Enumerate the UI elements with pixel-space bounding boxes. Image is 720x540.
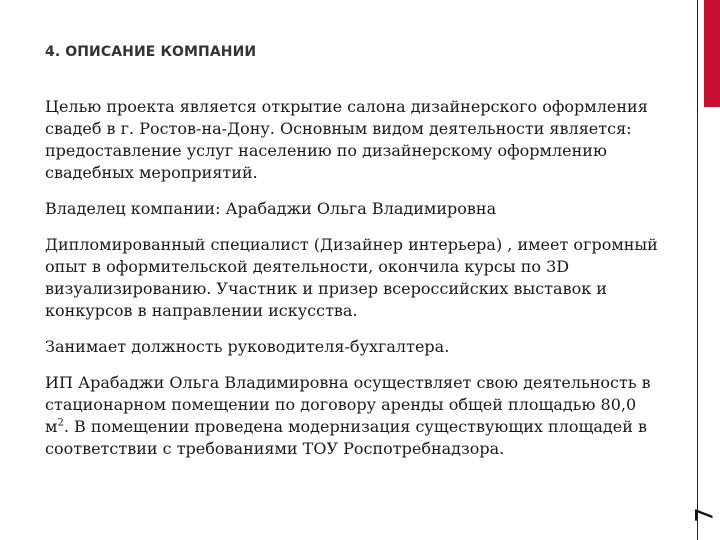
right-border-line — [697, 0, 698, 540]
superscript-two: 2 — [57, 417, 64, 429]
paragraph-owner: Владелец компании: Арабаджи Ольга Владимировна — [45, 199, 497, 218]
paragraph-qualifications: Дипломированный специалист (Дизайнер интерьера) , имеет огромный опыт в оформительской деятельности, окончила курсы по 3D визуализированию. Участник и призер всероссийских выставок и конкурсов в направлении искусства. — [45, 235, 658, 320]
accent-bar — [704, 0, 720, 107]
page-number-text: 7 — [691, 507, 719, 523]
paragraph-project-goal: Целью проекта является открытие салона дизайнерского оформления свадеб в г. Ростов-на-Дону. Основным видом деятельности является: предоставление услуг населению по дизайнерскому оформлению свадебных мероприятий. — [45, 97, 648, 182]
premises-text-end: . В помещении проведена модернизация существующих площадей в соответствии с требованиями ТОУ Роспотребнадзора. — [45, 417, 647, 458]
slide-body — [45, 96, 665, 460]
page-number — [690, 490, 720, 540]
slide-title: 4. ОПИСАНИЕ КОМПАНИИ — [45, 44, 257, 60]
paragraph-position: Занимает должность руководителя-бухгалтера. — [45, 337, 450, 356]
premises-text-start: ИП Арабаджи Ольга Владимировна осуществляет свою деятельность в стационарном помещении по договору аренды общей площадью 80,0 м — [45, 373, 651, 436]
paragraph-premises — [45, 372, 665, 460]
